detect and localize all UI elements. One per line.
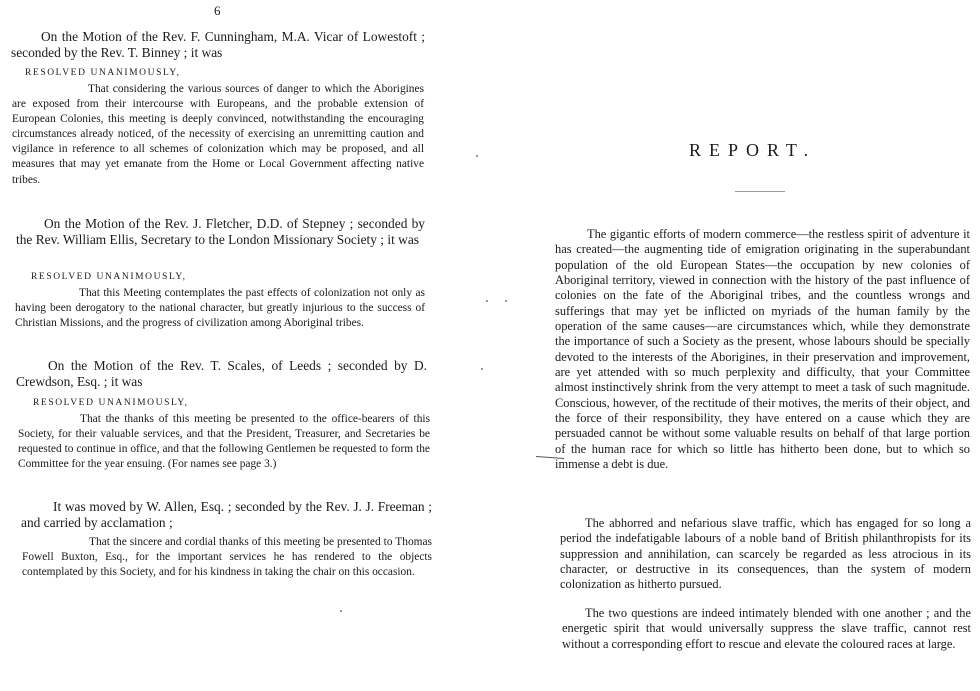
motion-scales: On the Motion of the Rev. T. Scales, of Leeds ; seconded by D. Crewdson, Esq. ; it was — [16, 358, 427, 389]
motion-cunningham: On the Motion of the Rev. F. Cunningham, M.A. Vicar of Lowestoft ; seconded by the Rev. T. Binney ; it was — [11, 29, 425, 60]
resolved-unanimously-1: RESOLVED UNANIMOUSLY, — [25, 68, 181, 78]
resolved-unanimously-2: RESOLVED UNANIMOUSLY, — [31, 272, 187, 282]
report-paragraph-two-questions: The two questions are indeed intimately blended with one another ; and the energetic spirit that would universally suppress the slave traffic, cannot rest without a corresponding effort to rescue and elevate the coloured races at large. — [562, 606, 971, 651]
title-rule — [735, 191, 785, 192]
resolution-thanks-buxton: That the sincere and cordial thanks of this meeting be presented to Thomas Fowell Buxton, Esq., for the important services he has rendered to the objects contemplated by this Society, and for his kindness in taking the chair on this occasion. — [22, 536, 432, 579]
report-title: REPORT. — [689, 140, 817, 160]
page-speck — [481, 368, 483, 370]
page-speck — [340, 610, 342, 612]
right-page — [540, 0, 980, 691]
motion-fletcher: On the Motion of the Rev. J. Fletcher, D.D. of Stepney ; seconded by the Rev. William Ellis, Secretary to the London Missionary Society ; it was — [16, 216, 425, 247]
page-speck — [476, 155, 478, 157]
report-paragraph-slave-traffic: The abhorred and nefarious slave traffic, which has engaged for so long a period the indefatigable labours of a noble band of British philanthropists for its suppression and annihilation, can scarcely be regarded as less atrocious in its character, or destructive in its consequences, than the system of modern colonization as hitherto pursued. — [560, 516, 971, 592]
resolution-dangers: That considering the various sources of danger to which the Aborigines are exposed from their intercourse with Europeans, and the probable extension of European Colonies, this meeting is deeply convinced, notwithstanding the encouraging circumstances already noticed, of the necessity of exercising an unremitting caution and vigilance in reference to all schemes of colonization which may be proposed, and all measures that may yet emanate from the Home or Local Government affecting native tribes. — [12, 83, 424, 186]
report-paragraph-commerce: The gigantic efforts of modern commerce—the restless spirit of adventure it has created—the augmenting tide of emigration originating in the superabundant population of the old European States—the occupation by new colonies of Aboriginal territory, viewed in connection with the history of the past influence of colonies on the fate of the Aboriginal tribes, and the countless wrongs and sufferings that may yet be inflicted on myriads of the human family by the operation of the same causes—are circumstances which, while they demonstrate the importance of such a Society as the present, whose labours should be specially devoted to the interests of the Aborigines, in their preservation and improvement, are yet attended with so much perplexity and difficulty, that your Committee almost instinctively shrink from the very attempt to meet a task of such magnitude. Conscious, however, of the rectitude of their motives, the merits of their object, and the force of their responsibility, they have entered on a cause which they are persuaded cannot be without some valuable results on behalf of that large portion of the human race for which so little has hitherto been done, but to which so immense a debt is due. — [555, 227, 970, 472]
resolution-colonization-effects: That this Meeting contemplates the past effects of colonization not only as having been derogatory to the national character, but greatly injurious to the success of Christian Missions, and the progress of civilization among Aboriginal tribes. — [15, 287, 425, 330]
page-number: 6 — [214, 3, 221, 18]
motion-allen: It was moved by W. Allen, Esq. ; seconded by the Rev. J. J. Freeman ; and carried by acclamation ; — [21, 499, 432, 530]
page-speck — [486, 300, 488, 302]
resolved-unanimously-3: RESOLVED UNANIMOUSLY, — [33, 398, 189, 408]
resolution-thanks-officers: That the thanks of this meeting be presented to the office-bearers of this Society, for their valuable services, and that the President, Treasurer, and Secretaries be requested to continue in office, and that the following Gentlemen be requested to form the Committee for the year ensuing. (For names see page 3.) — [18, 413, 430, 471]
left-page — [0, 0, 450, 691]
page-speck — [505, 300, 507, 302]
